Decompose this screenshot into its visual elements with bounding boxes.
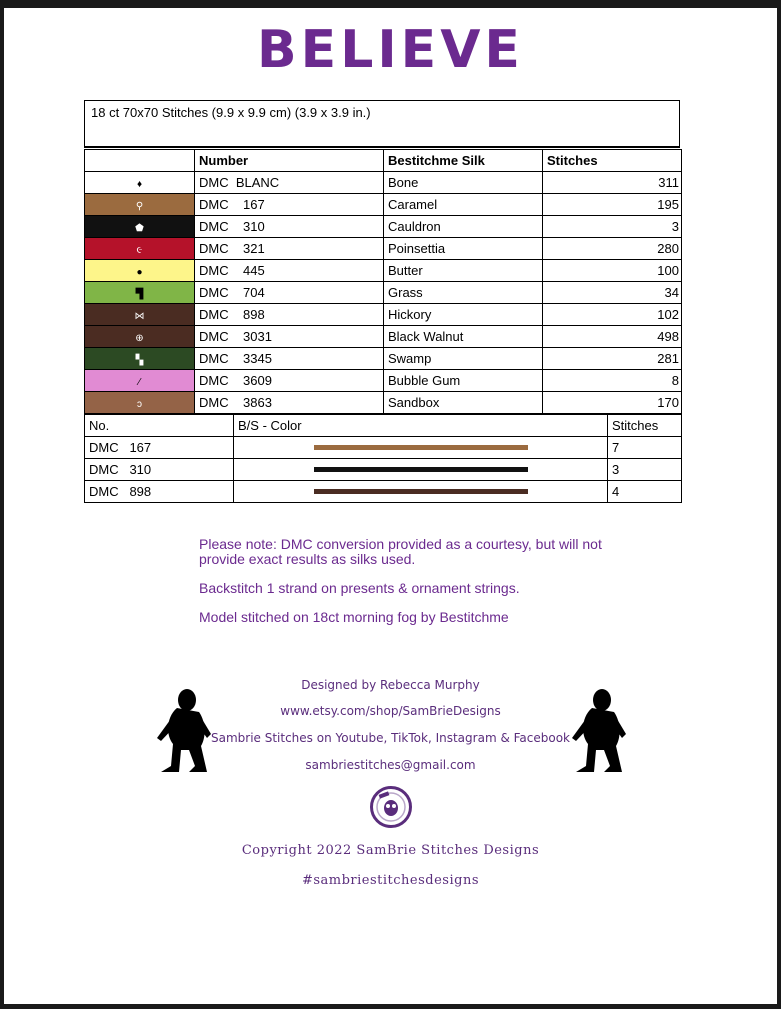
backstitch-row bbox=[85, 459, 682, 481]
thread-row bbox=[85, 216, 682, 238]
bs-number: DMC 310 bbox=[85, 459, 234, 481]
symbol-cell bbox=[85, 370, 195, 392]
thread-stitches: 498 bbox=[543, 326, 682, 348]
thread-silk: Caramel bbox=[384, 194, 543, 216]
thread-row bbox=[85, 304, 682, 326]
symbol-cell bbox=[85, 304, 195, 326]
backstitch-line bbox=[314, 467, 528, 472]
thread-row bbox=[85, 172, 682, 194]
symbol-cell bbox=[85, 348, 195, 370]
note-backstitch: Backstitch 1 strand on presents & ornament strings. bbox=[199, 580, 520, 596]
bowtie-icon: ⋈ bbox=[134, 311, 145, 322]
swirl-icon: ૯ bbox=[136, 245, 143, 256]
thread-row bbox=[85, 370, 682, 392]
thread-row bbox=[85, 260, 682, 282]
sambrie-logo bbox=[370, 786, 412, 828]
thread-row bbox=[85, 238, 682, 260]
thread-stitches: 280 bbox=[543, 238, 682, 260]
thread-table bbox=[84, 149, 682, 414]
thread-row bbox=[85, 348, 682, 370]
bs-header-color: B/S - Color bbox=[234, 415, 608, 437]
thread-stitches: 311 bbox=[543, 172, 682, 194]
header-silk: Bestitchme Silk bbox=[384, 150, 543, 172]
bs-color-cell bbox=[234, 437, 608, 459]
pattern-info-box bbox=[84, 100, 680, 148]
thread-number: DMC 167 bbox=[195, 194, 384, 216]
thread-silk: Poinsettia bbox=[384, 238, 543, 260]
thread-stitches: 3 bbox=[543, 216, 682, 238]
email[interactable]: sambriestitches@gmail.com bbox=[305, 758, 476, 772]
symbol-cell bbox=[85, 282, 195, 304]
thread-number: DMC 704 bbox=[195, 282, 384, 304]
thread-number: DMC 310 bbox=[195, 216, 384, 238]
thread-number: DMC 3609 bbox=[195, 370, 384, 392]
designer-credit: Designed by Rebecca Murphy bbox=[301, 678, 480, 692]
thread-number: DMC 3863 bbox=[195, 392, 384, 414]
notes bbox=[199, 537, 639, 639]
thread-silk: Bubble Gum bbox=[384, 370, 543, 392]
bs-color-cell bbox=[234, 481, 608, 503]
backstitch-line bbox=[314, 489, 528, 494]
symbol-cell bbox=[85, 194, 195, 216]
thread-stitches: 34 bbox=[543, 282, 682, 304]
shop-link-wrap bbox=[4, 704, 777, 718]
backstitch-table bbox=[84, 414, 682, 503]
header-stitches: Stitches bbox=[543, 150, 682, 172]
symbol-cell bbox=[85, 172, 195, 194]
bomb-icon: ● bbox=[136, 267, 143, 278]
bs-header-stitches: Stitches bbox=[608, 415, 682, 437]
thread-silk: Grass bbox=[384, 282, 543, 304]
thread-number: DMC 3345 bbox=[195, 348, 384, 370]
thread-number: DMC 3031 bbox=[195, 326, 384, 348]
pattern-page bbox=[4, 8, 777, 1004]
thread-silk: Cauldron bbox=[384, 216, 543, 238]
thread-stitches: 102 bbox=[543, 304, 682, 326]
thread-number: DMC 898 bbox=[195, 304, 384, 326]
hashtag: #sambriestitchesdesigns bbox=[301, 873, 480, 888]
thread-table-header bbox=[85, 150, 682, 172]
needle-icon: ⁄ bbox=[138, 377, 141, 388]
thread-silk: Sandbox bbox=[384, 392, 543, 414]
note-model: Model stitched on 18ct morning fog by Bestitchme bbox=[199, 609, 509, 625]
page-title: BELIEVE bbox=[257, 20, 524, 80]
thread-row bbox=[85, 282, 682, 304]
backstitch-table-header bbox=[85, 415, 682, 437]
microphone-icon: ♦ bbox=[136, 179, 143, 190]
bs-header-number: No. bbox=[85, 415, 234, 437]
corner-square-icon: ▜ bbox=[135, 289, 144, 300]
backstitch-row bbox=[85, 437, 682, 459]
spiral-icon: ↄ bbox=[137, 399, 142, 410]
thread-stitches: 8 bbox=[543, 370, 682, 392]
thread-row bbox=[85, 392, 682, 414]
symbol-cell bbox=[85, 238, 195, 260]
bs-stitches: 3 bbox=[608, 459, 682, 481]
thread-silk: Black Walnut bbox=[384, 326, 543, 348]
symbol-cell bbox=[85, 260, 195, 282]
backstitch-row bbox=[85, 481, 682, 503]
pattern-info: 18 ct 70x70 Stitches (9.9 x 9.9 cm) (3.9 x 3.9 in.) bbox=[91, 105, 371, 120]
thread-number: DMC 321 bbox=[195, 238, 384, 260]
thread-stitches: 170 bbox=[543, 392, 682, 414]
thread-silk: Butter bbox=[384, 260, 543, 282]
thread-row bbox=[85, 194, 682, 216]
bs-number: DMC 167 bbox=[85, 437, 234, 459]
note-conversion: Please note: DMC conversion provided as a courtesy, but will not provide exact results as silks used. bbox=[199, 536, 602, 567]
steps-icon: ▚ bbox=[135, 355, 144, 366]
thread-stitches: 281 bbox=[543, 348, 682, 370]
thread-silk: Swamp bbox=[384, 348, 543, 370]
person-icon: ⚲ bbox=[135, 201, 144, 212]
thread-number: DMC BLANC bbox=[195, 172, 384, 194]
symbol-cell bbox=[85, 326, 195, 348]
thread-silk: Bone bbox=[384, 172, 543, 194]
header-symbol bbox=[85, 150, 195, 172]
symbol-cell bbox=[85, 216, 195, 238]
bs-stitches: 4 bbox=[608, 481, 682, 503]
circle-cross-icon: ⊕ bbox=[135, 333, 144, 344]
pentagon-icon: ⬟ bbox=[135, 223, 144, 234]
thread-stitches: 195 bbox=[543, 194, 682, 216]
thread-row bbox=[85, 326, 682, 348]
symbol-cell bbox=[85, 392, 195, 414]
thread-number: DMC 445 bbox=[195, 260, 384, 282]
copyright: Copyright 2022 SamBrie Stitches Designs bbox=[241, 843, 540, 858]
header-number: Number bbox=[195, 150, 384, 172]
bs-stitches: 7 bbox=[608, 437, 682, 459]
backstitch-line bbox=[314, 445, 528, 450]
thread-silk: Hickory bbox=[384, 304, 543, 326]
social-credit: Sambrie Stitches on Youtube, TikTok, Instagram & Facebook bbox=[210, 731, 570, 745]
bs-number: DMC 898 bbox=[85, 481, 234, 503]
shop-link[interactable]: www.etsy.com/shop/SamBrieDesigns bbox=[280, 704, 501, 718]
bs-color-cell bbox=[234, 459, 608, 481]
thread-stitches: 100 bbox=[543, 260, 682, 282]
